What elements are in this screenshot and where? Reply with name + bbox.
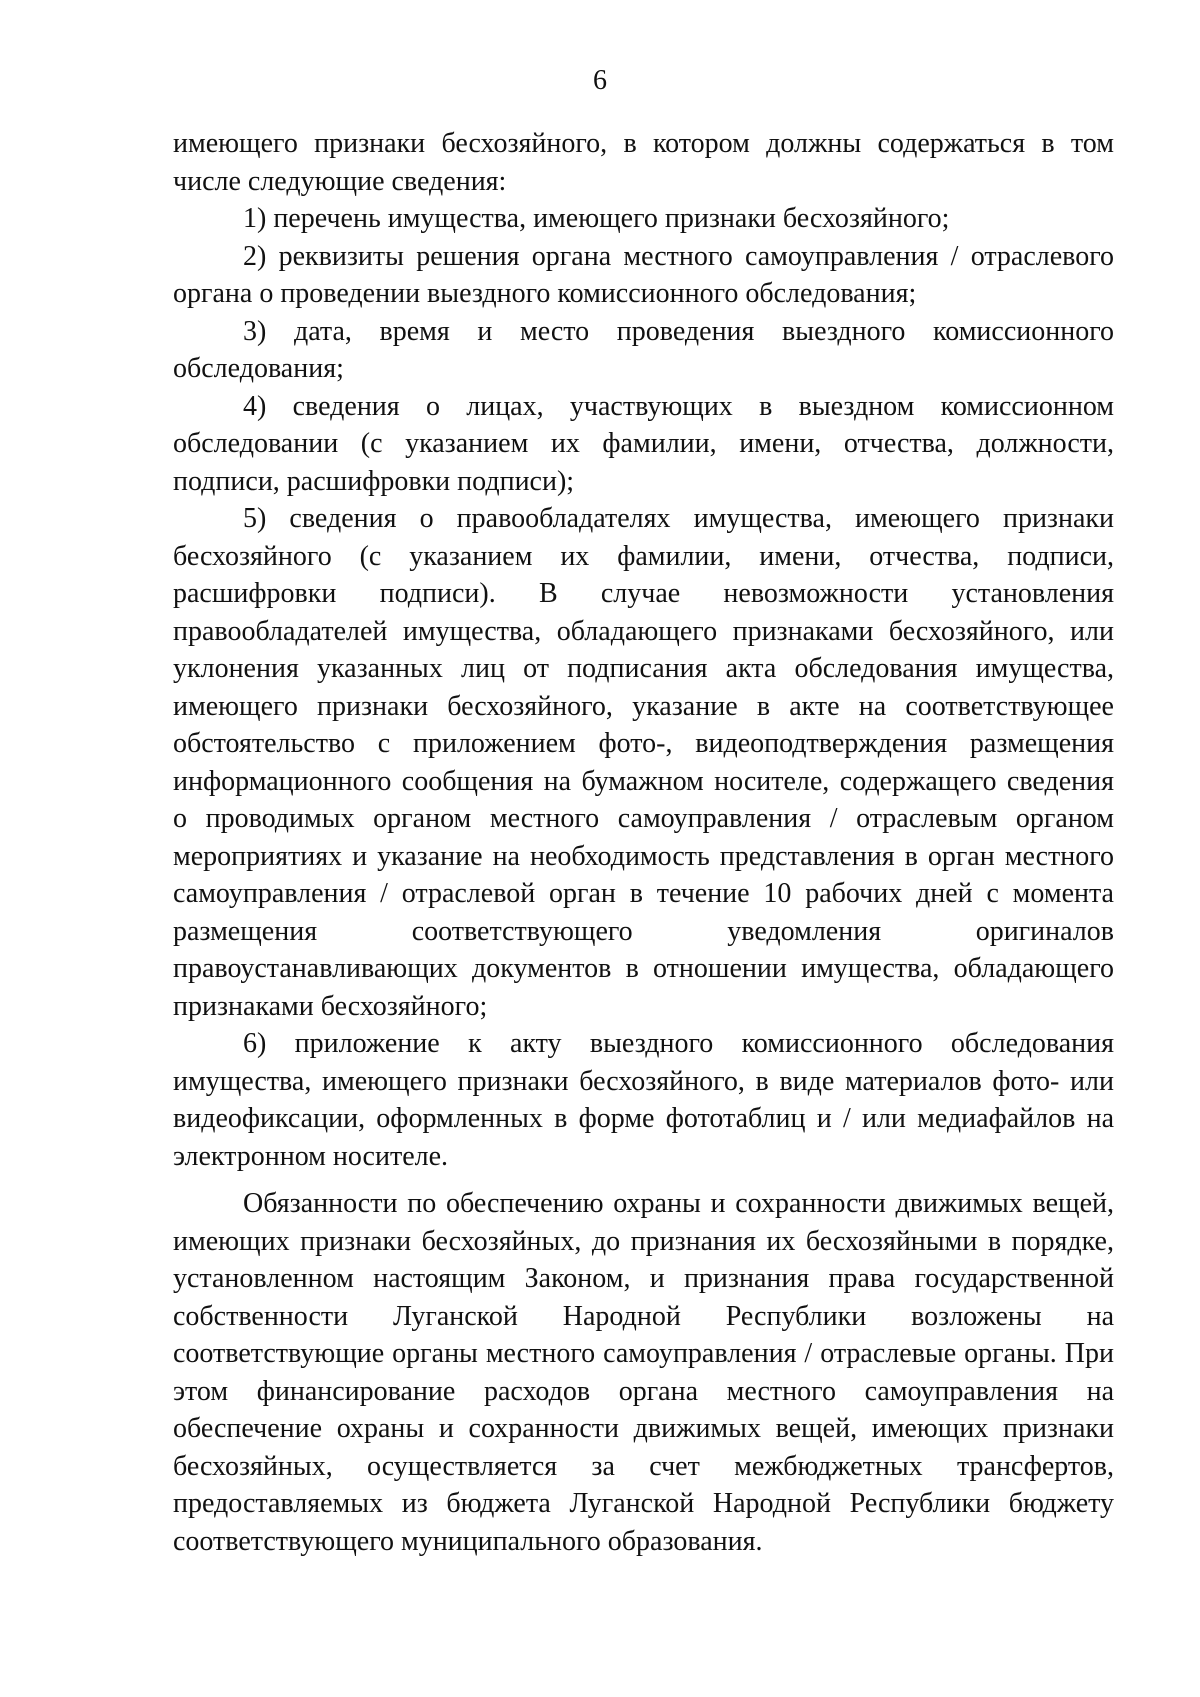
paragraph-continuation: имеющего признаки бесхозяйного, в котором должны содержаться в том числе следующие сведения: [173, 128, 1114, 197]
list-item-4: 4) сведения о лицах, участвующих в выездном комиссионном обследовании (с указанием их фамилии, имени, отчества, должности, подписи, расшифровки подписи); [173, 390, 1114, 497]
page-number: 6 [593, 65, 607, 96]
paragraph-obligations: Обязанности по обеспечению охраны и сохранности движимых вещей, имеющих признаки бесхозяйных, до признания их бесхозяйными в порядке, установленном настоящим Законом, и признания права государственной собственности Луганской Народной Республики возложены на соответствующие органы местного самоуправления / отраслевые органы. При этом финансирование расходов органа местного самоуправления на обеспечение охраны и сохранности движимых вещей, имеющих признаки бесхозяйных, осуществляется за счет межбюджетных трансфертов, предоставляемых из бюджета Луганской Народной Республики бюджету соответствующего муниципального образования. [173, 1188, 1114, 1557]
list-item-3: 3) дата, время и место проведения выездного комиссионного обследования; [173, 315, 1114, 384]
list-item-2: 2) реквизиты решения органа местного самоуправления / отраслевого органа о проведении выездного комиссионного обследования; [173, 240, 1114, 309]
list-item-6: 6) приложение к акту выездного комиссионного обследования имущества, имеющего признаки бесхозяйного, в виде материалов фото- или видеофиксации, оформленных в форме фототаблиц и / или медиафайлов на электронном носителе. [173, 1028, 1114, 1172]
list-item-1: 1) перечень имущества, имеющего признаки бесхозяйного; [243, 203, 950, 234]
list-item-5: 5) сведения о правообладателях имущества, имеющего признаки бесхозяйного (с указанием их фамилии, имени, отчества, подписи, расшифровки подписи). В случае невозможности установления правообладателей имущества, обладающего признаками бесхозяйного, или уклонения указанных лиц от подписания акта обследования имущества, имеющего признаки бесхозяйного, указание в акте на соответствующее обстоятельство с приложением фото-, видеоподтверждения размещения информационного сообщения на бумажном носителе, содержащего сведения о проводимых органом местного самоуправления / отраслевым органом мероприятиях и указание на необходимость представления в орган местного самоуправления / отраслевой орган в течение 10 рабочих дней с момента размещения соответствующего уведомления оригиналов правоустанавливающих документов в отношении имущества, обладающего признаками бесхозяйного; [173, 503, 1114, 1022]
document-body [173, 125, 1114, 1560]
